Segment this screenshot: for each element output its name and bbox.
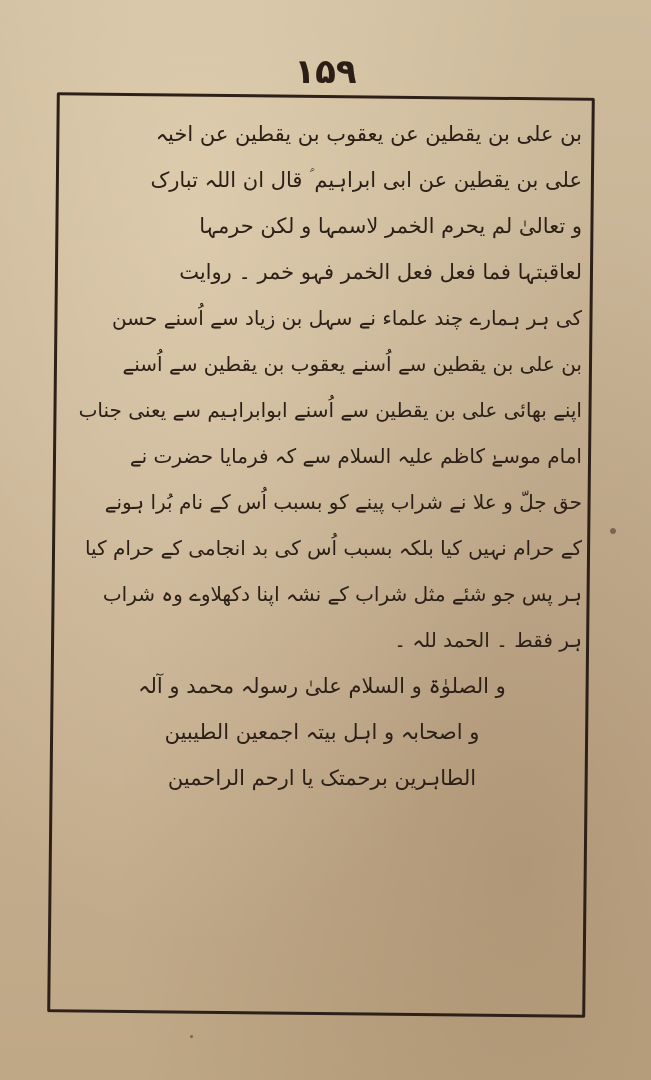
text-line: و تعالیٰ لم یحرم الخمر لاسمہا و لکن حرمہا — [199, 214, 582, 238]
text-line: علی بن یقطین عن ابی ابراہیم ؑ قال ان اللہ تبارک — [150, 168, 582, 192]
text-line: بن علی بن یقطین عن یعقوب بن یقطین عن اخیہ — [155, 122, 582, 146]
text-line: ہر پس جو شئے مثل شراب کے نشہ اپنا دکھلاوے وہ شراب — [102, 582, 582, 606]
paper-spot — [610, 528, 616, 534]
paper-spot — [190, 1035, 193, 1038]
text-line: امام موسےٰ کاظم علیہ السلام سے کہ فرمایا حضرت نے — [129, 444, 582, 468]
closing-line: و اصحابہ و اہل بیتہ اجمعین الطیبین — [164, 720, 480, 744]
page-number: ۱۵۹ — [294, 52, 357, 92]
text-line: حق جلّ و علا نے شراب پینے کو بسبب اُس کے نام بُرا ہونے — [104, 490, 582, 514]
text-line: ہر فقط ۔ الحمد للہ ۔ — [394, 628, 582, 652]
text-line: لعاقبتہا فما فعل فعل الخمر فہو خمر ۔ روایت — [179, 260, 582, 284]
text-line: کے حرام نہیں کیا بلکہ بسبب اُس کی بد انجامی کے حرام کیا — [84, 536, 582, 560]
text-line: کی ہر ہمارے چند علماء نے سہل بن زیاد سے اُسنے حسن — [111, 306, 582, 330]
manuscript-text-block — [62, 112, 582, 802]
closing-line: و الصلوٰۃ و السلام علیٰ رسولہ محمد و آلہ — [138, 674, 506, 698]
text-line: اپنے بھائی علی بن یقطین سے اُسنے ابوابراہیم سے یعنی جناب — [78, 398, 582, 422]
text-line: بن علی بن یقطین سے اُسنے یعقوب بن یقطین سے اُسنے — [122, 352, 582, 376]
closing-line: الطاہرین برحمتک یا ارحم الراحمین — [167, 766, 477, 790]
